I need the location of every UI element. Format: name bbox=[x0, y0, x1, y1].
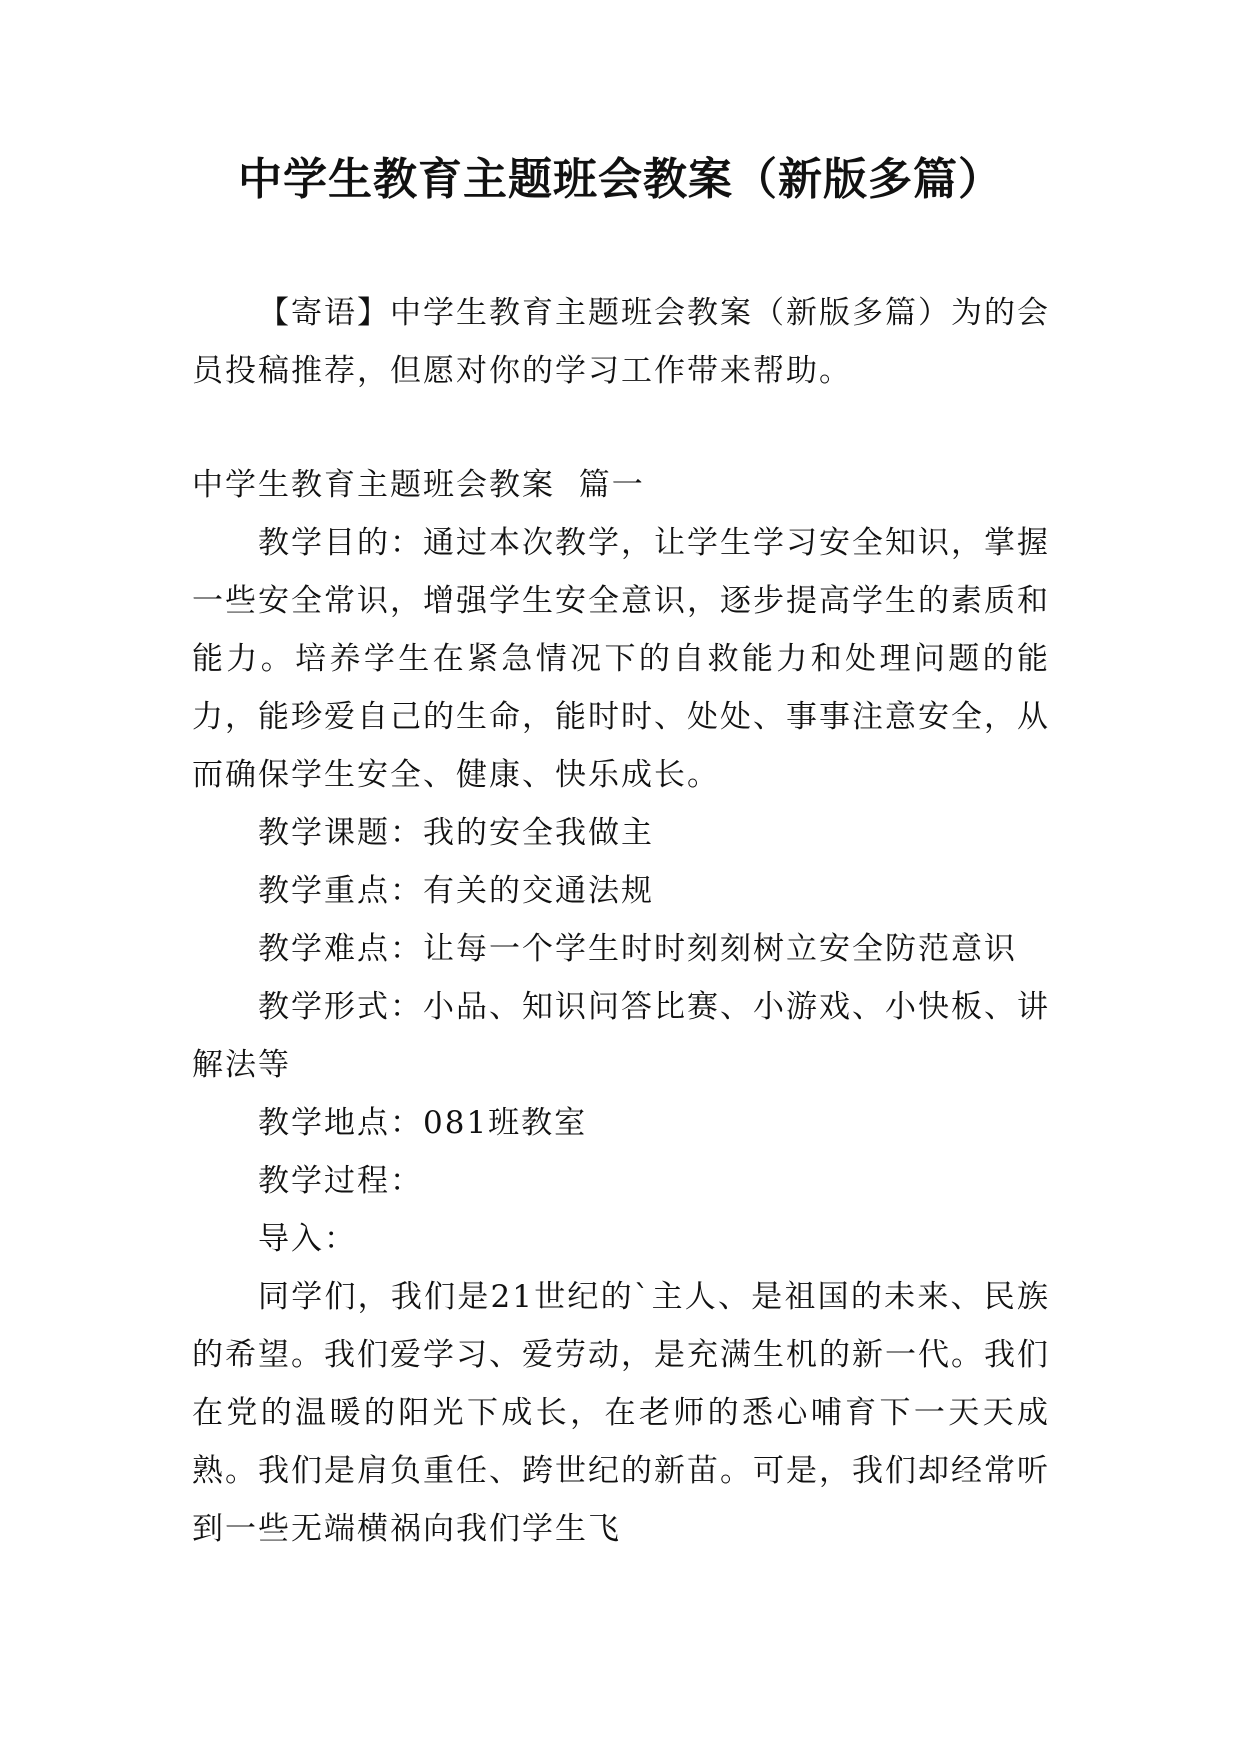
section-heading: 中学生教育主题班会教案 篇一 bbox=[192, 467, 645, 503]
paragraph-introduction: 导入： bbox=[258, 1221, 357, 1257]
paragraph-process: 教学过程： bbox=[258, 1163, 423, 1199]
content-block bbox=[192, 456, 1050, 1558]
paragraph-key-point: 教学重点：有关的交通法规 bbox=[258, 873, 654, 909]
document-title: 中学生教育主题班会教案（新版多篇） bbox=[238, 154, 1003, 205]
paragraph-location: 教学地点：081班教室 bbox=[258, 1105, 588, 1141]
paragraph-objective: 教学目的：通过本次教学，让学生学习安全知识，掌握一些安全常识，增强学生安全意识，逐步提高学生的素质和能力。培养学生在紧急情况下的自救能力和处理问题的能力，能珍爱自己的生命，能时时、处处、事事注意安全，从而确保学生安全、健康、快乐成长。 bbox=[192, 525, 1050, 793]
paragraph-difficulty: 教学难点：让每一个学生时时刻刻树立安全防范意识 bbox=[258, 931, 1017, 967]
paragraph-format: 教学形式：小品、知识问答比赛、小游戏、小快板、讲解法等 bbox=[192, 989, 1050, 1083]
paragraph-topic: 教学课题：我的安全我做主 bbox=[258, 815, 654, 851]
paragraph-speech: 同学们，我们是21世纪的`主人、是祖国的未来、民族的希望。我们爱学习、爱劳动，是充满生机的新一代。我们在党的温暖的阳光下成长，在老师的悉心哺育下一天天成熟。我们是肩负重任、跨世纪的新苗。可是，我们却经常听到一些无端横祸向我们学生飞 bbox=[192, 1279, 1050, 1547]
intro-paragraph: 【寄语】中学生教育主题班会教案（新版多篇）为的会员投稿推荐，但愿对你的学习工作带来帮助。 bbox=[192, 295, 1050, 389]
intro-block bbox=[192, 284, 1050, 400]
